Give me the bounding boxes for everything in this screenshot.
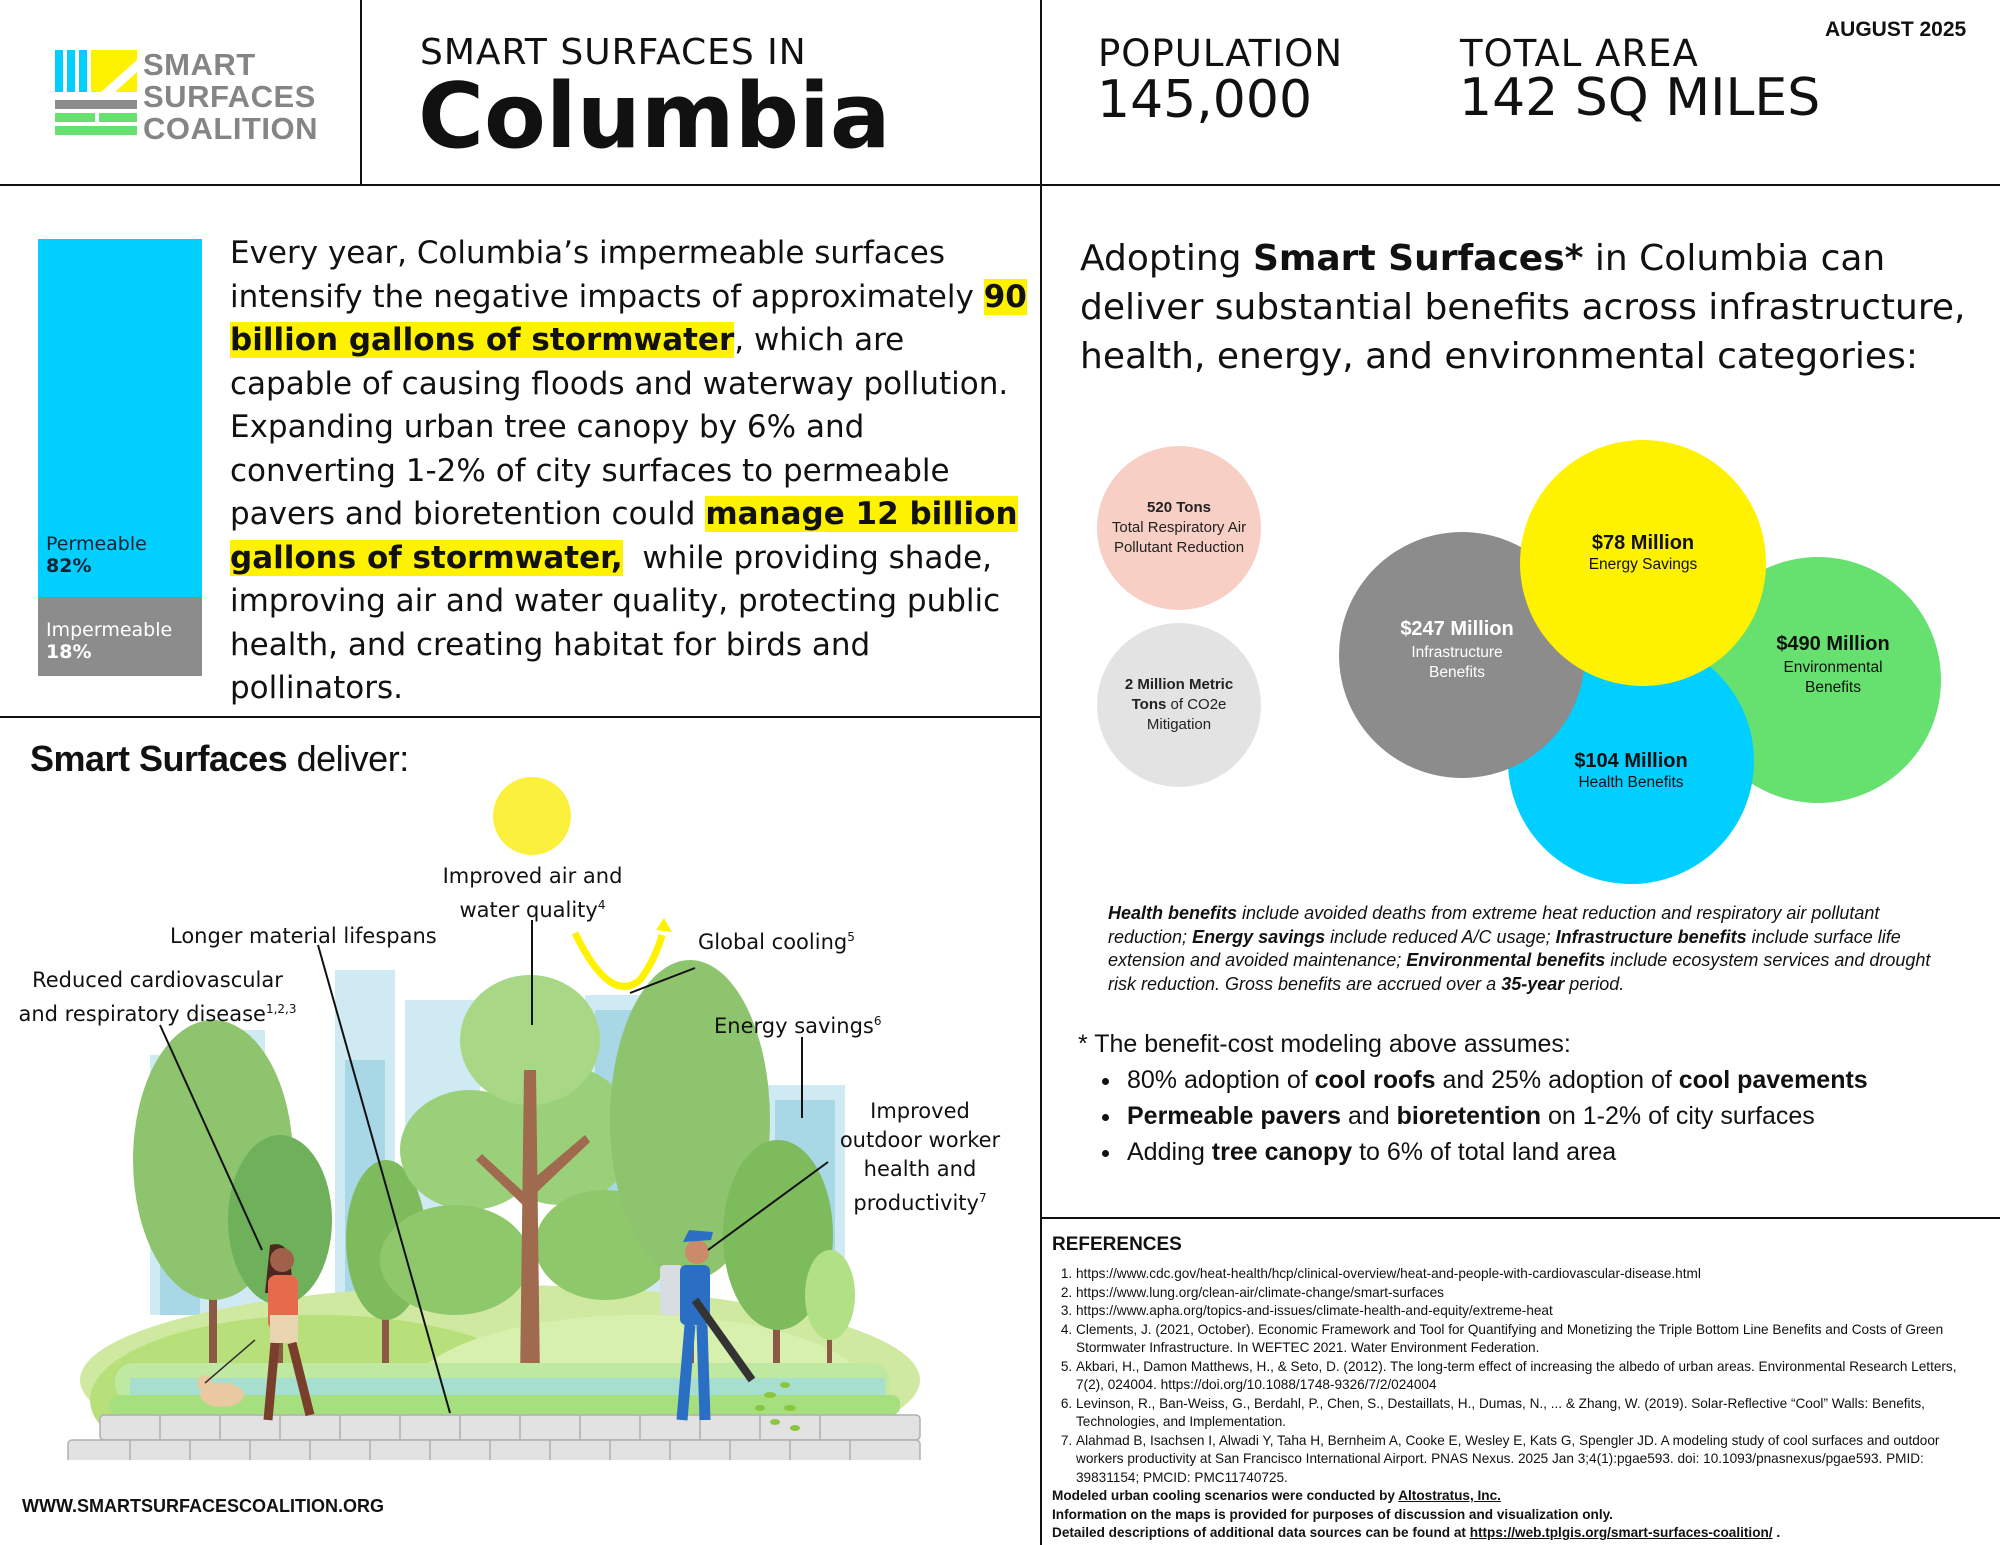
- air-pollutant-value: 520 Tons: [1147, 499, 1211, 516]
- date-label: AUGUST 2025: [1825, 18, 1967, 41]
- center-divider: [1040, 0, 1042, 1545]
- co2-value: 2 Million Metric Tons: [1124, 676, 1234, 713]
- tplgis-link[interactable]: https://web.tplgis.org/smart-surfaces-coalition/: [1469, 1525, 1773, 1540]
- foot2-text: Information on the maps is provided for purposes of discussion and visualization only.: [1052, 1506, 1613, 1522]
- deliver-title-bold: Smart Surfaces: [30, 738, 288, 779]
- label-cooling-text: Global cooling: [698, 930, 848, 954]
- note-infra: Infrastructure benefits: [1555, 926, 1747, 947]
- note-text-2: include reduced A/C usage;: [1325, 926, 1556, 947]
- a1-text: 80% adoption of: [1127, 1066, 1315, 1094]
- note-env: Environmental benefits: [1406, 950, 1606, 970]
- assumption-item: [1123, 1134, 1978, 1170]
- foot3-end: .: [1772, 1525, 1781, 1540]
- a3-text-2: to 6% of total land area: [1352, 1138, 1617, 1166]
- website-link[interactable]: WWW.SMARTSURFACESCOALITION.ORG: [22, 1496, 384, 1516]
- reference-item: 7. Alahmad B, Isachsen I, Alwadi Y, Taha H, Bernheim A, Cooke E, Wesley E, Kats G, Spengler JD. A modeling study of cool surfaces and outdoor workers productivity at San Francisco International Airport. PNAS Nexus. 2025 Jan 3;4(1):pgae593. doi: 10.1093/pnasnexus/pgae593. PMID: 39831154; PMCID: PMC11740725.: [1076, 1432, 1962, 1488]
- foot1-text: Modeled urban cooling scenarios were conducted by: [1052, 1488, 1399, 1503]
- left-mid-divider: [0, 716, 1041, 718]
- population-value: 145,000: [1097, 70, 1313, 130]
- co2-circle: [1097, 623, 1261, 787]
- a3-bold: tree canopy: [1211, 1138, 1353, 1166]
- header-kicker: SMART SURFACES IN: [420, 32, 807, 73]
- right-refs-divider: [1040, 1217, 2000, 1219]
- intro-highlight-2: manage 12 billion gallons of stormwater,: [230, 496, 1018, 576]
- label-energy: [714, 1007, 882, 1041]
- logo-line-2: SURFACES: [143, 79, 316, 114]
- permeable-label: Permeable: [46, 533, 147, 555]
- logo: [55, 47, 318, 146]
- permeable-pct: 82%: [46, 555, 92, 577]
- intro-text-3: while providing shade, improving air and water quality, protecting public health, and creating habitat for birds and pollinators.: [230, 539, 1011, 706]
- label-cardio-2: and respiratory disease: [18, 1002, 266, 1026]
- label-lifespan: Longer material lifespans: [170, 924, 437, 948]
- permeable-bar: [38, 239, 202, 597]
- foot3-text: Detailed descriptions of additional data sources can be found at: [1052, 1525, 1470, 1540]
- assumptions: [1078, 1026, 1978, 1170]
- intro-text-2: , which are capable of causing floods and waterway pollution. Expanding urban tree canopy by 6% and converting 1-2% of city surfaces to permeable pavers and bioretention could: [230, 322, 1009, 532]
- page-title: Columbia: [418, 64, 891, 169]
- label-energy-text: Energy savings: [714, 1014, 874, 1038]
- environmental-desc: Environmental Benefits: [1783, 658, 1883, 696]
- a3-text: Adding: [1127, 1138, 1212, 1166]
- a2-bold-2: bioretention: [1396, 1102, 1542, 1130]
- label-worker-2: outdoor worker: [839, 1128, 1001, 1152]
- note-years: 35-year: [1501, 973, 1565, 994]
- area-label: TOTAL AREA: [1460, 32, 1699, 75]
- note-text-4: include ecosystem services and drought risk reduction. Gross benefits are accrued over a: [1108, 950, 1931, 994]
- intro-highlight-1: 90 billion gallons of stormwater: [230, 278, 1027, 358]
- reference-item: 6. Levinson, R., Ban-Weiss, G., Berdahl, P., Chen, S., Destaillats, H., Dumas, N., ... & Zhang, W. (2019). Solar-Reflective “Cool” Walls: Benefits, Technologies, and Implementation.: [1076, 1395, 1962, 1432]
- deliver-title-rest: deliver:: [287, 738, 409, 779]
- a2-bold: Permeable pavers: [1127, 1102, 1342, 1130]
- a1-bold: cool roofs: [1314, 1066, 1436, 1094]
- adopting-paragraph: [1080, 234, 1980, 381]
- label-cardio-1: Reduced cardiovascular: [32, 968, 283, 992]
- co2-desc: of CO2e Mitigation: [1146, 696, 1227, 733]
- surface-bar: [38, 239, 202, 676]
- energy-circle: [1520, 440, 1766, 686]
- impermeable-label: Impermeable: [46, 619, 173, 641]
- energy-desc: Energy Savings: [1588, 555, 1698, 573]
- label-energy-sup: 6: [873, 1014, 882, 1028]
- health-value: $104 Million: [1574, 749, 1688, 772]
- note-text-5: period.: [1564, 973, 1625, 994]
- note-energy: Energy savings: [1192, 926, 1326, 947]
- header-logo-divider: [360, 0, 362, 184]
- references-title: REFERENCES: [1052, 1234, 1182, 1255]
- references-list: [1052, 1265, 1962, 1543]
- adopting-pre: Adopting: [1080, 238, 1253, 279]
- a2-text-2: on 1-2% of city surfaces: [1541, 1102, 1815, 1130]
- reference-item[interactable]: 3. https://www.apha.org/topics-and-issues/climate-health-and-equity/extreme-heat: [1076, 1302, 1962, 1321]
- reference-item[interactable]: 2. https://www.lung.org/clean-air/climate-change/smart-surfaces: [1076, 1284, 1962, 1303]
- header-divider: [0, 184, 2000, 186]
- infrastructure-desc: Infrastructure Benefits: [1411, 643, 1503, 681]
- a2-text: and: [1341, 1102, 1397, 1130]
- intro-paragraph: [230, 232, 1030, 711]
- area-value: 142 SQ MILES: [1459, 68, 1821, 128]
- paver-path: [68, 1415, 920, 1460]
- logo-line-1: SMART: [143, 47, 256, 82]
- label-cooling: [698, 923, 855, 957]
- logo-mark-icon: [55, 50, 137, 135]
- label-worker-sup: 7: [978, 1191, 987, 1205]
- air-pollutant-circle: [1097, 446, 1261, 610]
- cooling-arrow-icon: [575, 933, 662, 986]
- label-cardio-sup: 1,2,3: [265, 1002, 297, 1016]
- label-air-water-2: water quality: [459, 898, 598, 922]
- altostratus-link[interactable]: Altostratus, Inc.: [1398, 1488, 1501, 1503]
- logo-line-3: COALITION: [143, 111, 318, 146]
- note-health: Health benefits: [1108, 903, 1238, 923]
- label-worker-3: health and: [863, 1157, 977, 1181]
- adopting-bold: Smart Surfaces*: [1252, 238, 1584, 279]
- reference-item: 5. Akbari, H., Damon Matthews, H., & Seto, D. (2012). The long-term effect of increasing the albedo of urban areas. Environmental Research Letters, 7(2), 024004. https://doi.org/10.1088/1748-9326/7/2/024004: [1076, 1358, 1962, 1395]
- label-worker-4: productivity: [853, 1191, 979, 1215]
- note-text-1: include avoided deaths from extreme heat reduction and respiratory air pollutant reduction;: [1108, 903, 1880, 947]
- assumptions-title: * The benefit-cost modeling above assumes:: [1078, 1030, 1571, 1058]
- air-pollutant-desc: Total Respiratory Air Pollutant Reduction: [1111, 519, 1247, 556]
- benefit-note: [1108, 902, 1948, 996]
- impermeable-pct: 18%: [46, 641, 92, 663]
- reference-item: 4. Clements, J. (2021, October). Economic Framework and Tool for Quantifying and Monetizing the Triple Bottom Line Benefits and Costs of Green Stormwater Infrastructure. In WEFTEC 2021. Water Environment Federation.: [1076, 1321, 1962, 1358]
- environmental-value: $490 Million: [1776, 632, 1890, 655]
- a1-text-2: and 25% adoption of: [1435, 1066, 1679, 1094]
- health-desc: Health Benefits: [1578, 773, 1684, 791]
- intro-text-1: Every year, Columbia’s impermeable surfaces intensify the negative impacts of approximately: [230, 235, 984, 315]
- infrastructure-value: $247 Million: [1400, 617, 1514, 640]
- assumption-item: [1123, 1062, 1978, 1098]
- label-worker-1: Improved: [870, 1099, 970, 1123]
- label-cardio: [10, 966, 305, 1029]
- references-footnotes: [1052, 1487, 1962, 1543]
- assumption-item: [1123, 1098, 1978, 1134]
- sun-icon: [493, 777, 571, 855]
- label-cooling-sup: 5: [847, 930, 855, 944]
- a1-bold-2: cool pavements: [1678, 1066, 1868, 1094]
- label-air-water-sup: 4: [597, 898, 606, 912]
- adopting-post: in Columbia can deliver substantial benefits across infrastructure, health, energy, and environmental categories:: [1080, 238, 1966, 377]
- energy-value: $78 Million: [1591, 531, 1695, 554]
- reference-item[interactable]: 1. https://www.cdc.gov/heat-health/hcp/clinical-overview/heat-and-people-with-cardiovascular-disease.html: [1076, 1265, 1962, 1284]
- note-text-3: include surface life extension and avoided maintenance;: [1108, 926, 1901, 970]
- population-label: POPULATION: [1098, 32, 1344, 75]
- label-air-water: [400, 862, 665, 925]
- impermeable-bar: [38, 597, 202, 676]
- label-worker: [830, 1097, 1010, 1218]
- label-air-water-1: Improved air and: [442, 864, 623, 888]
